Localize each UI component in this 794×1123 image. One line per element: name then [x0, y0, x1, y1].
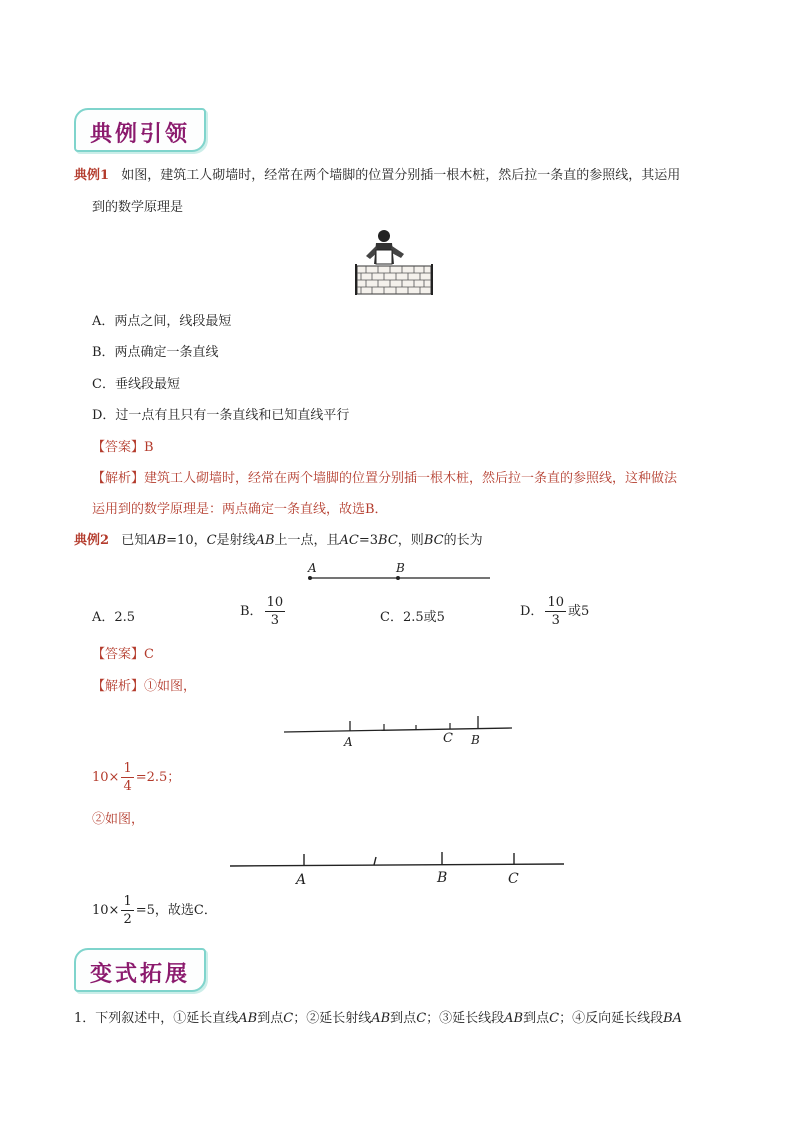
- question-text: 到点: [390, 1011, 417, 1026]
- calculation-2: [92, 895, 217, 926]
- stem-text: ，则: [397, 533, 424, 548]
- analysis-case-2: ②如图，: [92, 812, 145, 827]
- example1-stem: [74, 164, 680, 183]
- answer-tag: 【答案】: [92, 440, 145, 455]
- question-text: 1．下列叙述中，①延长直线: [74, 1011, 239, 1026]
- stem-text: 已知: [121, 533, 148, 548]
- point-label-a: A: [308, 561, 317, 575]
- fraction: [121, 895, 133, 926]
- point-label-b: B: [396, 561, 405, 575]
- fraction-denominator: 4: [123, 779, 132, 794]
- question-var: C: [283, 1011, 294, 1026]
- analysis-text: ①如图，: [144, 679, 197, 694]
- section-banner-example: [74, 108, 206, 152]
- option-text: 或5: [567, 604, 590, 619]
- calculation-1: [92, 762, 180, 793]
- example1-answer: [92, 436, 154, 455]
- option-b: [240, 596, 287, 627]
- stem-var: BC: [378, 533, 398, 548]
- option-a: A．2.5: [92, 610, 136, 625]
- section-title: 典例引领: [89, 121, 190, 147]
- option-a: A．两点之间，线段最短: [92, 314, 232, 329]
- example-label: 典例2: [74, 533, 110, 548]
- stem-var: BC: [423, 533, 444, 548]
- example1-stem-cont: 到的数学原理是: [92, 200, 184, 215]
- point-label-c: C: [443, 731, 453, 746]
- answer-tag: 【答案】: [92, 647, 145, 662]
- question-var: C: [416, 1011, 427, 1026]
- example1-analysis-cont: 运用到的数学原理是：两点确定一条直线，故选B．: [92, 502, 388, 517]
- calc-text: =2.5；: [135, 770, 181, 785]
- question-var: AB: [238, 1011, 258, 1026]
- analysis-tag: 【解析】: [92, 471, 145, 486]
- question-var: AB: [504, 1011, 524, 1026]
- fraction-denominator: 3: [270, 613, 279, 628]
- point-label-a: A: [296, 872, 307, 888]
- stem-text: 的长为: [443, 533, 483, 548]
- question-var: BA: [663, 1011, 683, 1026]
- section-banner-variation: [74, 948, 206, 992]
- calc-text: 10×: [92, 770, 120, 785]
- segment-figure-1: [280, 712, 516, 752]
- option-label: B．: [240, 604, 263, 619]
- stem-text: =3: [358, 533, 379, 548]
- option-c: C．垂线段最短: [92, 377, 180, 392]
- question-text: ；②延长射线: [293, 1011, 372, 1026]
- point-label-b: B: [437, 870, 448, 886]
- stem-var: AB: [255, 533, 275, 548]
- analysis-tag: 【解析】: [92, 679, 145, 694]
- fraction: [545, 596, 566, 627]
- fraction-denominator: 3: [551, 613, 560, 628]
- fraction-denominator: 2: [123, 912, 132, 927]
- question-var: AB: [371, 1011, 391, 1026]
- question-1: [74, 1007, 682, 1026]
- option-b: B．两点确定一条直线: [92, 345, 219, 360]
- question-var: C: [549, 1011, 560, 1026]
- fraction-numerator: 10: [547, 595, 564, 610]
- example2-analysis: [92, 675, 196, 694]
- stem-text: 如图，建筑工人砌墙时，经常在两个墙脚的位置分别插一根木桩，然后拉一条直的参照线，其运用: [121, 168, 681, 183]
- question-text: 到点: [523, 1011, 550, 1026]
- answer-value: C: [144, 647, 154, 662]
- stem-var: C: [206, 533, 217, 548]
- option-c: C．2.5或5: [380, 610, 445, 625]
- fraction-numerator: 10: [266, 595, 284, 610]
- stem-var: AB: [147, 533, 167, 548]
- calc-text: 10×: [92, 903, 120, 918]
- stem-text: 上一点，且: [274, 533, 340, 548]
- fraction-numerator: 1: [123, 761, 132, 776]
- stem-text: =10，: [166, 533, 207, 548]
- stem-text: 是射线: [216, 533, 256, 548]
- analysis-text: 建筑工人砌墙时，经常在两个墙脚的位置分别插一根木桩，然后拉一条直的参照线，这种做法: [144, 471, 678, 486]
- option-d: D．过一点有且只有一条直线和已知直线平行: [92, 408, 350, 423]
- bricklayer-illustration: [354, 228, 434, 296]
- point-label-a: A: [344, 735, 353, 749]
- question-text: ；④反向延长线段: [559, 1011, 664, 1026]
- stem-var: AC: [339, 533, 359, 548]
- example2-answer: [92, 643, 154, 662]
- point-label-b: B: [471, 733, 480, 747]
- question-text: 到点: [257, 1011, 284, 1026]
- calc-text: =5，故选C．: [135, 903, 217, 918]
- fraction: [265, 596, 286, 627]
- example2-stem: [74, 529, 483, 548]
- example1-analysis: [92, 467, 677, 486]
- fraction-numerator: 1: [123, 894, 132, 909]
- fraction: [121, 762, 133, 793]
- answer-value: B: [144, 440, 154, 455]
- point-label-c: C: [508, 871, 519, 887]
- option-label: D．: [520, 604, 544, 619]
- option-d: [520, 596, 589, 627]
- example-label: 典例1: [74, 168, 110, 183]
- section-title: 变式拓展: [89, 961, 190, 987]
- question-text: ；③延长线段: [426, 1011, 505, 1026]
